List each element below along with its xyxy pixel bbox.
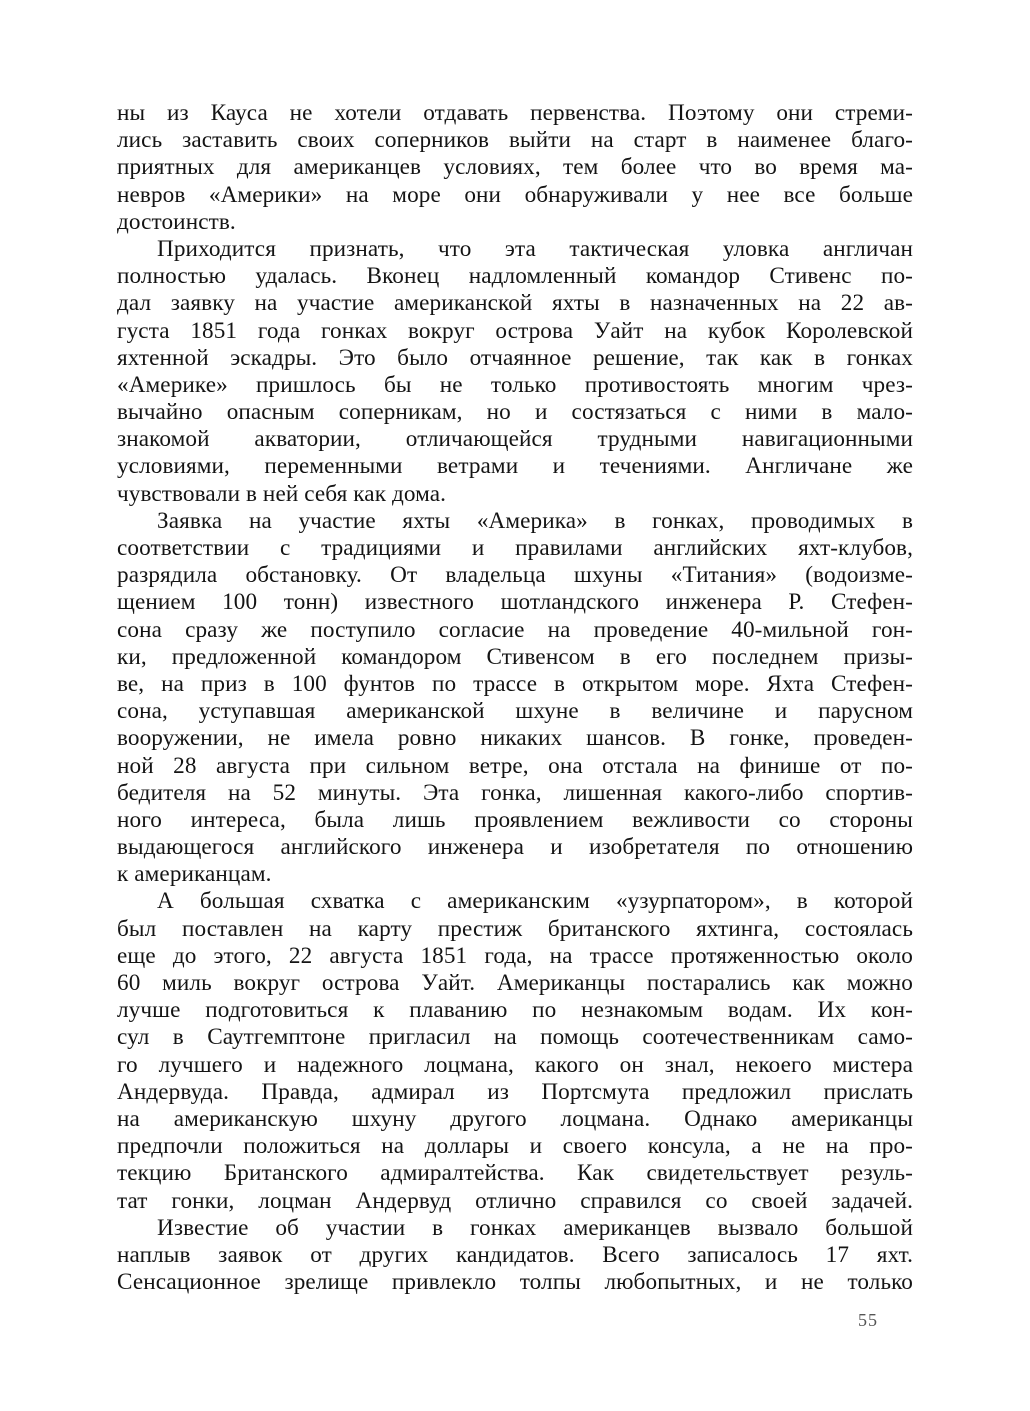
text-line: наплыв заявок от других кандидатов. Всего записалось 17 яхт. bbox=[117, 1241, 913, 1268]
paragraph-5 bbox=[117, 1215, 913, 1297]
text-line: полностью удалась. Вконец надломленный командор Стивенс по- bbox=[117, 263, 913, 290]
text-line: знакомой акватории, отличающейся трудными навигационными bbox=[117, 426, 913, 453]
text-line: чувствовали в ней себя как дома. bbox=[117, 480, 447, 507]
text-line: А большая схватка с американским «узурпатором», в которой bbox=[157, 888, 913, 915]
text-line: текцию Британского адмиралтейства. Как свидетельствует резуль- bbox=[117, 1160, 913, 1187]
text-line: к американцам. bbox=[117, 861, 272, 888]
text-line: Приходится признать, что эта тактическая уловка англичан bbox=[157, 235, 913, 262]
paragraph-2 bbox=[117, 236, 913, 508]
text-line: вычайно опасным соперникам, но и состязаться с ними в мало- bbox=[117, 399, 913, 426]
text-line: Андервуда. Правда, адмирал из Портсмута предложил прислать bbox=[117, 1078, 913, 1105]
text-line: щением 100 тонн) известного шотландского инженера Р. Стефен- bbox=[117, 589, 913, 616]
text-line: го лучшего и надежного лоцмана, какого он знал, некоего мистера bbox=[117, 1051, 913, 1078]
text-line: сул в Саутгемптоне пригласил на помощь соотечественникам само- bbox=[117, 1024, 913, 1051]
paragraph-1 bbox=[117, 100, 913, 236]
text-line: 60 миль вокруг острова Уайт. Американцы постарались как можно bbox=[117, 970, 913, 996]
text-line: приятных для американцев условиях, тем более что во время ма- bbox=[117, 154, 913, 181]
text-line: дал заявку на участие американской яхты в назначенных на 22 ав- bbox=[117, 290, 913, 317]
text-line: условиями, переменными ветрами и течениями. Англичане же bbox=[117, 453, 913, 480]
text-line: ны из Кауса не хотели отдавать первенства. Поэтому они стреми- bbox=[117, 100, 913, 126]
text-line: предпочли положиться на доллары и своего консула, а не на про- bbox=[117, 1133, 913, 1160]
text-line: выдающегося английского инженера и изобретателя по отношению bbox=[117, 834, 913, 861]
text-line: сона, уступавшая американской шхуне в величине и парусном bbox=[117, 698, 913, 725]
text-line: вооружении, не имела ровно никаких шансов. В гонке, проведен- bbox=[117, 725, 913, 752]
text-line: сона сразу же поступило согласие на проведение 40-мильной гон- bbox=[117, 616, 913, 643]
paragraph-4 bbox=[117, 888, 913, 1214]
text-line: ной 28 августа при сильном ветре, она отстала на финише от по- bbox=[117, 752, 913, 779]
text-line: густа 1851 года гонках вокруг острова Уайт на кубок Королевской bbox=[117, 317, 913, 344]
paragraph-3 bbox=[117, 508, 913, 889]
text-line: соответствии с традициями и правилами английских яхт-клубов, bbox=[117, 535, 913, 561]
text-line: на американскую шхуну другого лоцмана. Однако американцы bbox=[117, 1105, 913, 1132]
text-line: невров «Америки» на море они обнаруживали у нее все больше bbox=[117, 181, 913, 208]
text-line: тат гонки, лоцман Андервуд отлично справился со своей задачей. bbox=[117, 1187, 913, 1214]
text-line: яхтенной эскадры. Это было отчаянное решение, так как в гонках bbox=[117, 344, 913, 371]
text-line: был поставлен на карту престиж британского яхтинга, состоялась bbox=[117, 915, 913, 942]
text-line: Известие об участии в гонках американцев вызвало большой bbox=[157, 1214, 913, 1241]
text-line: ве, на приз в 100 фунтов по трассе в открытом море. Яхта Стефен- bbox=[117, 670, 913, 697]
text-line: лись заставить своих соперников выйти на старт в наименее благо- bbox=[117, 127, 913, 154]
text-line: разрядила обстановку. От владельца шхуны «Титания» (водоизме- bbox=[117, 562, 913, 589]
book-page-text bbox=[117, 100, 913, 1296]
text-line: еще до этого, 22 августа 1851 года, на трассе протяженностью около bbox=[117, 942, 913, 969]
text-line: бедителя на 52 минуты. Эта гонка, лишенная какого-либо спортив- bbox=[117, 779, 913, 806]
text-line: достоинств. bbox=[117, 208, 236, 235]
text-line: ки, предложенной командором Стивенсом в его последнем призы- bbox=[117, 643, 913, 670]
text-line: ного интереса, была лишь проявлением вежливости со стороны bbox=[117, 806, 913, 833]
text-line: Заявка на участие яхты «Америка» в гонках, проводимых в bbox=[157, 507, 913, 534]
text-line: «Америке» пришлось бы не только противостоять многим чрез- bbox=[117, 371, 913, 398]
text-line: Сенсационное зрелище привлекло толпы любопытных, и не только bbox=[117, 1269, 913, 1296]
text-line: лучше подготовиться к плаванию по незнакомым водам. Их кон- bbox=[117, 997, 913, 1024]
page-number: 55 bbox=[858, 1310, 878, 1330]
